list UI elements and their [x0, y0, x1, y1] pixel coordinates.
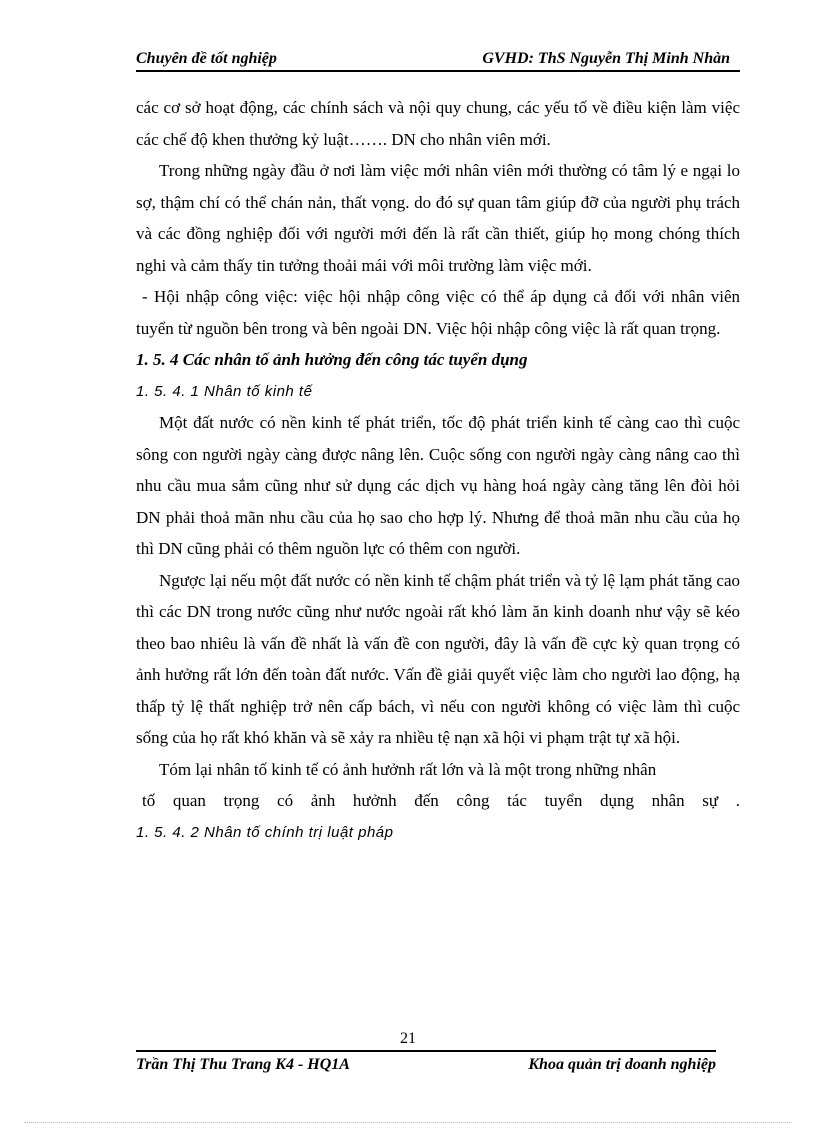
subsection-heading-1-5-4-1: 1. 5. 4. 1 Nhân tố kinh tế [136, 382, 313, 400]
paragraph-first-days: Trong những ngày đầu ở nơi làm việc mới nhân viên mới thường có tâm lý e ngại lo sợ, thậm chí có thể chán nản, thất vọng. do đó sự quan tâm giúp đỡ của người phụ trách và các đồng nghiệp đối với người mới đến là rất cần thiết, giúp họ mong chóng thích nghi và cảm thấy tin tưởng thoải mái với môi trường làm việc mới. [136, 161, 740, 275]
page-number: 21 [400, 1030, 416, 1047]
paragraph-continuation: các cơ sở hoạt động, các chính sách và nội quy chung, các yếu tố về điều kiện làm việc các chế độ khen thưởng kỷ luật……. DN cho nhân viên mới. [136, 98, 740, 149]
footer-faculty: Khoa quản trị doanh nghiệp [528, 1056, 716, 1073]
footer-author: Trần Thị Thu Trang K4 - HQ1A [136, 1056, 350, 1073]
section-heading-1-5-4: 1. 5. 4 Các nhân tố ảnh hưởng đến công tác tuyển dụng [136, 350, 528, 369]
page-footer [136, 1050, 716, 1074]
page-header [136, 50, 740, 72]
header-right-supervisor: GVHD: ThS Nguyễn Thị Minh Nhàn [482, 50, 730, 67]
paragraph-job-integration: - Hội nhập công việc: việc hội nhập công việc có thể áp dụng cả đối với nhân viên tuyển từ nguồn bên trong và bên ngoài DN. Việc hội nhập công việc là rất quan trọng. [136, 287, 740, 338]
paragraph-summary-line2: tố quan trọng có ảnh hưởnh đến công tác tuyển dụng nhân sự . [142, 791, 740, 810]
paragraph-economy-slow: Ngược lại nếu một đất nước có nền kinh tế chậm phát triển và tỷ lệ lạm phát tăng cao thì các DN trong nước cũng như nước ngoài rất khó làm ăn kinh doanh như vậy sẽ kéo theo bao nhiêu là vấn đề nhất là vấn đề con người, đây là vấn đề cực kỳ quan trọng có ảnh hưởng rất lớn đến toàn đất nước. Vấn đề giải quyết việc làm cho người lao động, hạ thấp tỷ lệ thất nghiệp trở nên cấp bách, vì nếu con người không có việc làm thì cuộc sống của họ rất khó khăn và sẽ xảy ra nhiều tệ nạn xã hội vi phạm trật tự xã hội. [136, 570, 740, 747]
paragraph-summary-line1: Tóm lại nhân tố kinh tế có ảnh hưởnh rất lớn và là một trong những nhân [159, 759, 657, 779]
header-left-title: Chuyên đề tốt nghiệp [136, 50, 277, 67]
document-body [136, 92, 740, 848]
paragraph-economy-growth: Một đất nước có nền kinh tế phát triển, tốc độ phát triển kinh tế càng cao thì cuộc sông con người ngày càng được nâng lên. Cuộc sống con người ngày càng nâng cao thì nhu cầu mua sắm cũng như sử dụng các dịch vụ hàng hoá ngày càng tăng lên đòi hỏi DN phải thoả mãn nhu cầu của họ sao cho hợp lý. Nhưng để thoả mãn nhu cầu của họ thì DN cũng phải có thêm nguồn lực có thêm con người. [136, 413, 740, 558]
subsection-heading-1-5-4-2: 1. 5. 4. 2 Nhân tố chính trị luật pháp [136, 823, 394, 841]
